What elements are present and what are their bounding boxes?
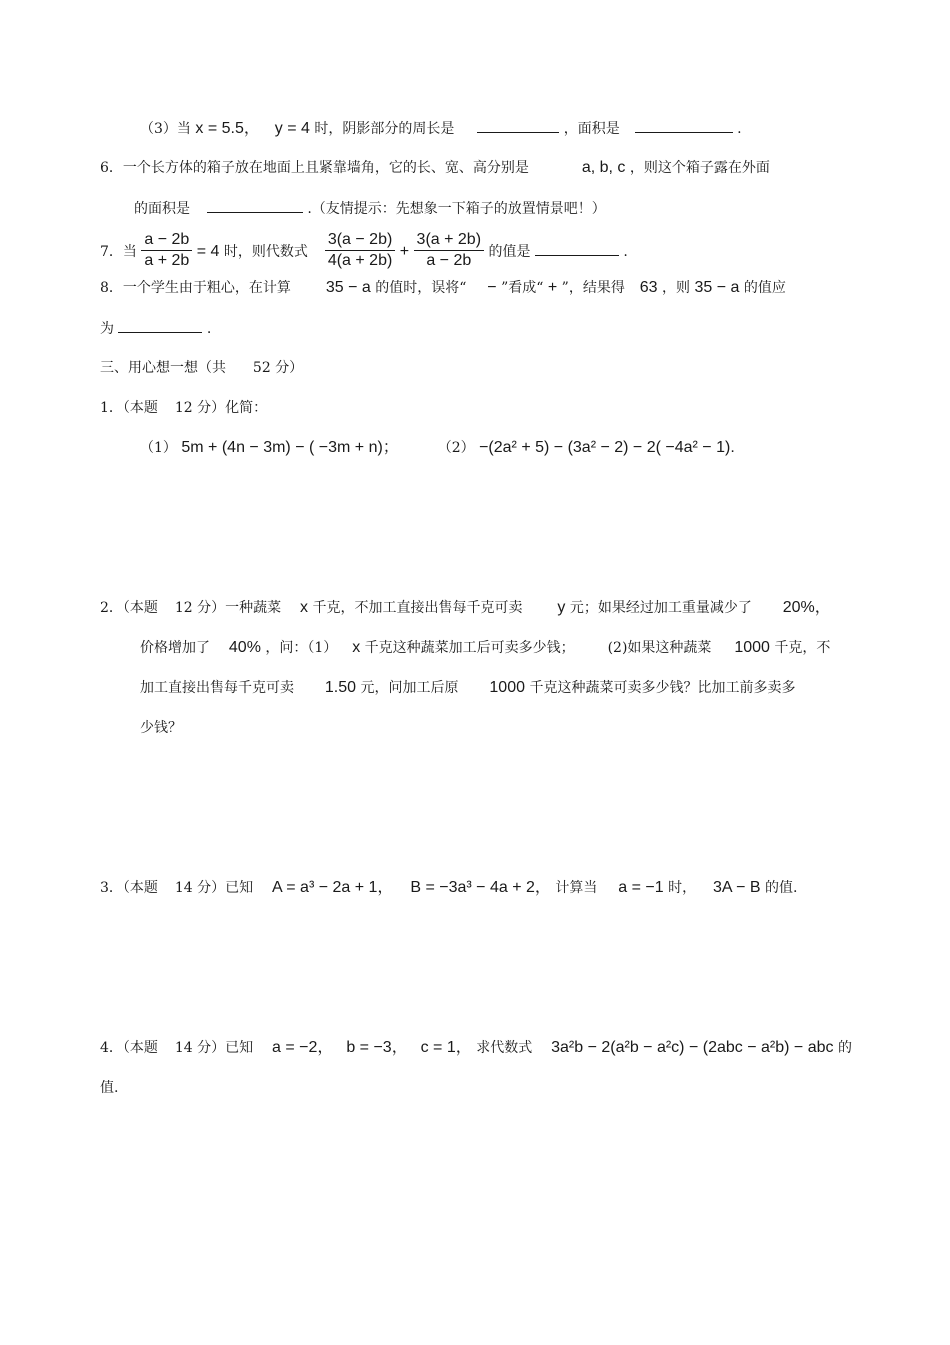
q8-expr2: 35 − a (694, 279, 740, 296)
q6-vars: a, b, c (581, 159, 626, 176)
problem-4-cont (100, 1078, 118, 1098)
q8-end: . (206, 321, 212, 337)
q5-3-cond-x: x = 5.5， (195, 120, 260, 137)
p1-sub2-expr: −(2a² + 5) − (3a² − 2) − 2( −4a² − 1). (479, 439, 735, 456)
q7-plus: + (399, 243, 410, 260)
q5-3-perimeter-blank[interactable] (477, 118, 559, 133)
section-3-unit: 分） (275, 360, 304, 376)
p2-x2: x (352, 639, 361, 656)
q7-frac2-numerator: 3(a − 2b) (325, 230, 395, 251)
question-6-cont (134, 198, 606, 219)
q8-text6: 为 (100, 321, 114, 337)
problem-2-line3 (140, 678, 795, 698)
question-8 (100, 278, 786, 298)
p4-text3: 的 (837, 1040, 852, 1056)
question-8-cont (100, 318, 211, 339)
q8-text5: 的值应 (743, 280, 786, 296)
p3-text2: 计算当 (555, 880, 598, 896)
q7-frac3-numerator: 3(a + 2b) (414, 230, 484, 251)
q8-plus: + (547, 279, 558, 296)
p1-sub2-label: （2） (437, 440, 475, 456)
p3-text1: 分）已知 (197, 880, 254, 896)
p2-points: 12 (174, 600, 193, 616)
q5-3-area-blank[interactable] (635, 118, 733, 133)
problem-1-subparts (140, 438, 735, 458)
question-5-3 (140, 118, 742, 139)
p4-text1: 分）已知 (197, 1040, 254, 1056)
p1-label: 1．（本题 (100, 400, 158, 416)
problem-1 (100, 398, 267, 418)
q7-eq: = 4 (196, 243, 220, 260)
p2-text4: 价格增加了 (140, 640, 210, 656)
q5-3-cond-y: y = 4 (274, 120, 310, 137)
q7-text1: 时，则代数式 (223, 244, 308, 260)
p3-expr-b: B = −3a³ − 4a + 2， (410, 879, 551, 896)
p3-expr-a: A = a³ − 2a + 1， (272, 879, 394, 896)
p2-pct2: 40% (228, 639, 261, 656)
q8-result: 63 (639, 279, 658, 296)
p2-text8: 千克，不 (774, 640, 831, 656)
p3-text4: 的值. (765, 880, 798, 896)
p2-text7: (2)如果这种蔬菜 (607, 640, 712, 656)
p3-target: 3A − B (712, 879, 761, 896)
p4-label: 4．（本题 (100, 1040, 158, 1056)
q8-expr1: 35 − a (325, 279, 371, 296)
p2-price: 1.50 (324, 679, 357, 696)
p2-pct1: 20%， (782, 599, 831, 616)
q8-answer-blank[interactable] (118, 318, 202, 333)
q7-answer-blank[interactable] (535, 241, 619, 256)
q7-frac3-denominator: a − 2b (426, 251, 472, 269)
q8-text3: ”，结果得 (561, 280, 625, 296)
p2-text10: 元，问加工后原 (360, 680, 459, 696)
p1-sub1-label: （1） (140, 440, 177, 456)
q7-fraction-1 (141, 230, 192, 271)
q7-frac1-numerator: a − 2b (141, 230, 192, 251)
p2-text3: 元；如果经过加工重量减少了 (569, 600, 752, 616)
problem-2-line2 (140, 638, 830, 658)
p1-sub1-expr: 5m + (4n − 3m) − ( −3m + n)； (181, 439, 399, 456)
q7-label: 7．当 (100, 244, 137, 260)
problem-2-line4 (140, 718, 182, 738)
p2-text11: 千克这种蔬菜可卖多少钱？比加工前多卖多 (529, 680, 796, 696)
q8-text4: ，则 (662, 280, 690, 296)
p2-text9: 加工直接出售每千克可卖 (140, 680, 294, 696)
p3-text3: 时， (668, 880, 697, 896)
p2-y: y (557, 599, 566, 616)
p4-a: a = −2， (272, 1039, 334, 1056)
p3-cond: a = −1 (618, 879, 664, 896)
p2-text2: 千克，不加工直接出售每千克可卖 (312, 600, 523, 616)
p4-text2: 求代数式 (476, 1040, 533, 1056)
q7-fraction-3 (414, 230, 484, 271)
p4-b: b = −3， (346, 1039, 408, 1056)
q7-text2: 的值是 (488, 244, 531, 260)
p3-points: 14 (174, 880, 193, 896)
q5-3-end: . (737, 121, 742, 137)
problem-4 (100, 1038, 852, 1058)
q6-text3: .（友情提示：先想象一下箱子的放置情景吧！） (307, 201, 606, 217)
q8-label: 8．一个学生由于粗心，在计算 (100, 280, 291, 296)
question-7 (100, 230, 628, 274)
q5-3-label: （3）当 (140, 121, 191, 137)
section-3-heading (100, 358, 303, 378)
q8-text2: ”看成“ (501, 280, 544, 296)
problem-3 (100, 878, 797, 898)
q7-end: . (623, 244, 628, 260)
q7-frac1-denominator: a + 2b (144, 251, 190, 269)
p2-text6: 千克这种蔬菜加工后可卖多少钱； (364, 640, 575, 656)
problem-2 (100, 598, 831, 618)
p2-text12: 少钱？ (140, 720, 182, 736)
p4-text4: 值. (100, 1080, 119, 1096)
q8-minus: − (487, 279, 497, 296)
p2-text1: 分）一种蔬菜 (197, 600, 282, 616)
p4-c: c = 1， (420, 1039, 472, 1056)
q6-text1: ，则这个箱子露在外面 (629, 160, 770, 176)
q7-fraction-2 (325, 230, 395, 271)
p2-n2: 1000 (489, 679, 525, 696)
question-6 (100, 158, 770, 178)
q7-frac2-denominator: 4(a + 2b) (327, 251, 393, 269)
p4-expr: 3a²b − 2(a²b − a²c) − (2abc − a²b) − abc (551, 1039, 834, 1056)
p4-points: 14 (174, 1040, 193, 1056)
p3-label: 3．（本题 (100, 880, 158, 896)
p2-x: x (300, 599, 309, 616)
p1-points: 12 (174, 400, 193, 416)
p2-label: 2．（本题 (100, 600, 158, 616)
section-3-title: 三、用心想一想（共 (100, 360, 226, 376)
q5-3-sep: ，面积是 (563, 121, 620, 137)
p1-text: 分）化简： (197, 400, 268, 416)
q6-text2: 的面积是 (134, 201, 190, 217)
q5-3-text: 时，阴影部分的周长是 (314, 121, 455, 137)
q8-text1: 的值时，误将“ (375, 280, 467, 296)
p2-n1: 1000 (734, 639, 770, 656)
p2-text5: ，问：（1） (265, 640, 338, 656)
section-3-points: 52 (252, 360, 271, 376)
q6-area-blank[interactable] (207, 198, 303, 213)
q6-label: 6．一个长方体的箱子放在地面上且紧靠墙角，它的长、宽、高分别是 (100, 160, 529, 176)
